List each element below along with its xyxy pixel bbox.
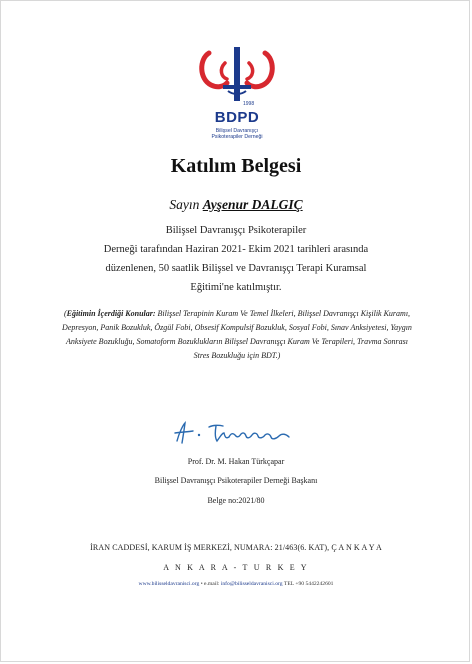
footer-city: A N K A R A - T U R K E Y [163,563,309,572]
signatory-name: Prof. Dr. M. Hakan Türkçapar [187,457,285,466]
signature [169,419,301,447]
topics-text: Bilişsel Terapinin Kuram Ve Temel İlkeleri, Bilişsel Davranışçı Kişilik Kuramı, Depresyon, Panik Bozukluk, Özgül Fobi, Obsesif Kompulsif Bozukluk, Sosyal Fobi, Sınav Anksiyetesi, Yaygın Anksiyete Bozukluğu, Somatoform Bozuklukların Bilişsel Davranışçı Kuram Ve Terapileri, Travma Sonrası Stres Bozukluğu için BDT.) [62,309,412,360]
email-label: • e.mail: [200,581,220,587]
website-link[interactable]: www.bilisseldavranisci.org [138,581,200,587]
training-topics [61,307,413,363]
topics-lead: Eğitimin İçerdiği Konular: [66,309,156,318]
phone-number: TEL +90 5442242601 [283,581,334,587]
salutation-line [1,197,471,213]
logo-subtitle-line1: Bilişsel Davranışçı [215,128,259,134]
bdpd-logo [197,45,277,145]
recipient-name: Ayşenur DALGIÇ [202,197,303,212]
logo-abbreviation: BDPD [214,109,260,126]
signatory-role: Bilişsel Davranışçı Psikoterapiler Derneği Başkanı [154,476,318,485]
footer-contact [1,581,471,587]
signature-icon [169,419,301,447]
salutation-word: Sayın [169,197,200,212]
email-link[interactable]: info@bilisseldavranisci.org [220,581,283,587]
body-line-4: Eğitimi'ne katılmıştır. [190,282,282,293]
body-line-1: Bilişsel Davranışçı Psikoterapiler [165,225,307,236]
document-number: Belge no:2021/80 [207,496,265,505]
topics-open-paren: ( [63,309,67,318]
body-line-3: düzenlenen, 50 saatlik Bilişsel ve Davranışçı Terapi Kuramsal [105,263,367,274]
body-line-2: Derneği tarafından Haziran 2021- Ekim 2021 tarihleri arasında [103,244,369,255]
footer-address: İRAN CADDESİ, KARUM İŞ MERKEZİ, NUMARA: 21/463(6. KAT), Ç A N K A Y A [90,543,382,552]
logo-year: 1998 [243,101,255,107]
psi-emblem-icon [197,45,277,107]
certificate-title: Katılım Belgesi [170,155,302,177]
logo-subtitle-line2: Psikoterapiler Derneği [211,134,263,140]
